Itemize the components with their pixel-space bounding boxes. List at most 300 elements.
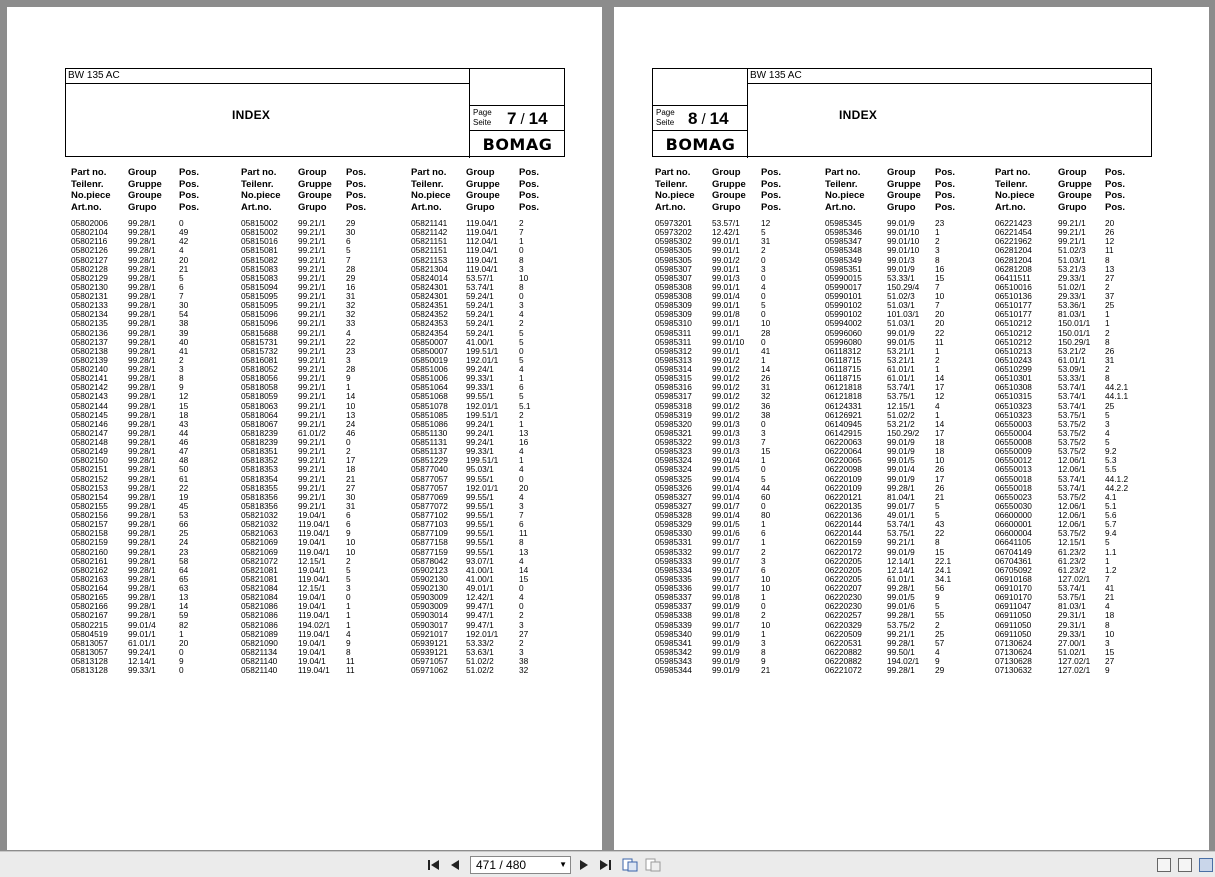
group-cell: 12.06/1 [1058, 455, 1086, 466]
part-number-cell: 05802145 [71, 409, 108, 420]
position-cell: 10 [346, 400, 356, 411]
position-cell: 7 [519, 227, 524, 238]
part-number-cell: 06510299 [995, 364, 1032, 374]
position-cell: 16 [519, 437, 529, 447]
group-cell: 99.28/1 [128, 437, 156, 447]
go-back-view-icon[interactable] [622, 857, 638, 873]
group-cell: 99.01/7 [712, 546, 740, 557]
position-cell: 38 [761, 409, 771, 420]
part-number-cell: 06510136 [995, 291, 1032, 301]
part-number-cell: 05985305 [655, 245, 692, 256]
part-number-cell: 05903014 [411, 610, 448, 621]
part-number-cell: 05802104 [71, 227, 108, 238]
part-number-cell: 06510323 [995, 409, 1032, 420]
position-cell: 16 [935, 263, 945, 274]
position-cell: 43 [179, 418, 189, 429]
group-cell: 99.01/3 [712, 437, 740, 447]
part-number-cell: 06220144 [825, 528, 862, 539]
group-cell: 99.55/1 [466, 510, 494, 520]
group-cell: 99.01/3 [712, 427, 740, 438]
position-cell: 44.1.2 [1105, 473, 1129, 484]
previous-page-icon[interactable] [449, 857, 461, 873]
part-number-cell: 05824301 [411, 291, 448, 301]
group-cell: 12.06/1 [1058, 500, 1086, 511]
part-number-cell: 05802157 [71, 519, 108, 530]
part-number-cell: 05921017 [411, 628, 448, 639]
group-cell: 99.21/1 [298, 218, 326, 228]
position-cell: 9 [179, 382, 184, 393]
part-number-cell: 06220109 [825, 482, 862, 493]
group-cell: 59.24/1 [466, 327, 494, 338]
part-number-cell: 05985343 [655, 656, 692, 666]
part-number-cell: 06550012 [995, 455, 1032, 466]
group-cell: 99.01/7 [712, 555, 740, 566]
group-cell: 99.01/9 [887, 446, 915, 457]
part-number-cell: 05802137 [71, 336, 108, 347]
page-number: 8 / 14 [688, 109, 729, 128]
part-number-cell: 05851086 [411, 418, 448, 429]
part-number-cell: 05996080 [825, 336, 862, 347]
part-number-cell: 05939121 [411, 637, 448, 648]
part-number-cell: 05802153 [71, 482, 108, 493]
group-cell: 99.28/1 [887, 583, 915, 593]
position-cell: 4 [179, 245, 184, 256]
position-cell: 1 [519, 418, 524, 429]
part-number-cell: 05815002 [241, 218, 278, 228]
position-cell: 1 [1105, 309, 1110, 320]
position-cell: 30 [346, 227, 356, 238]
position-cell: 5 [519, 327, 524, 338]
group-cell: 192.01/1 [466, 400, 499, 411]
group-cell: 99.21/1 [298, 500, 326, 511]
go-forward-view-icon[interactable] [645, 857, 661, 873]
group-cell: 99.01/1 [712, 318, 740, 329]
group-cell: 99.01/9 [712, 601, 740, 612]
group-cell: 61.01/1 [128, 637, 156, 648]
group-cell: 99.01/1 [712, 327, 740, 338]
group-cell: 99.47/1 [466, 619, 494, 630]
group-cell: 99.01/4 [712, 473, 740, 484]
position-cell: 10 [519, 272, 529, 283]
part-number-cell: 06220329 [825, 619, 862, 630]
position-cell: 0 [761, 254, 766, 265]
group-cell: 51.02/1 [1058, 646, 1086, 657]
position-cell: 0 [761, 309, 766, 320]
part-number-cell: 05802143 [71, 391, 108, 402]
group-cell: 99.21/1 [298, 382, 326, 393]
part-number-cell: 06220205 [825, 555, 862, 566]
column-header: Part no. Teilenr. No.piece Art.no. Group Gruppe Groupe Grupo Pos. Pos. Pos. Pos. [241, 167, 367, 213]
position-cell: 10 [761, 318, 771, 329]
group-cell: 99.01/2 [712, 409, 740, 420]
group-cell: 127.02/1 [1058, 656, 1091, 666]
group-cell: 51.02/1 [1058, 281, 1086, 292]
position-cell: 23 [179, 546, 189, 557]
next-page-icon[interactable] [578, 857, 590, 873]
group-cell: 61.01/1 [887, 373, 915, 384]
group-cell: 41.00/1 [466, 336, 494, 347]
part-number-cell: 05824352 [411, 309, 448, 320]
position-cell: 61 [179, 473, 189, 484]
group-cell: 119.04/1 [466, 218, 498, 228]
part-number-cell: 06220144 [825, 519, 862, 530]
part-number-cell: 06220882 [825, 656, 862, 666]
index-column-3 [995, 167, 1145, 675]
position-cell: 6 [519, 382, 524, 393]
part-number-cell: 05815081 [241, 245, 278, 256]
group-cell: 150.29/2 [887, 427, 920, 438]
group-cell: 53.21/2 [887, 418, 915, 429]
part-number-cell: 05985330 [655, 528, 692, 539]
position-cell: 33 [346, 318, 356, 329]
group-cell: 99.01/8 [712, 592, 740, 603]
part-number-cell: 05815096 [241, 318, 278, 329]
part-number-cell: 05985320 [655, 418, 692, 429]
group-cell: 99.01/2 [712, 373, 740, 384]
position-cell: 66 [179, 519, 189, 530]
part-number-cell: 06220509 [825, 628, 862, 639]
group-cell: 99.28/1 [128, 300, 156, 311]
position-cell: 6 [519, 519, 524, 530]
group-cell: 99.28/1 [128, 281, 156, 292]
position-cell: 4 [1105, 601, 1110, 612]
part-number-cell: 05818352 [241, 455, 278, 466]
group-cell: 192.01/1 [466, 482, 499, 493]
group-cell: 99.47/1 [466, 601, 494, 612]
position-cell: 10 [761, 583, 771, 593]
position-cell: 4 [519, 555, 524, 566]
part-number-cell: 06510315 [995, 391, 1032, 402]
part-number-cell: 06911050 [995, 619, 1032, 630]
position-cell: 55 [935, 610, 945, 621]
group-cell: 99.28/1 [128, 409, 156, 420]
part-number-cell: 06220172 [825, 546, 862, 557]
position-cell: 1 [519, 236, 524, 247]
group-cell: 99.01/3 [712, 446, 740, 457]
group-cell: 12.06/1 [1058, 519, 1086, 530]
part-number-cell: 05802152 [71, 473, 108, 484]
group-cell: 99.55/1 [466, 537, 494, 548]
position-cell: 5.5 [1105, 464, 1117, 475]
part-number-cell: 05802166 [71, 601, 108, 612]
position-cell: 1 [761, 592, 766, 603]
part-number-cell: 05851137 [411, 446, 448, 457]
position-cell: 1 [761, 354, 766, 365]
position-cell: 0 [761, 272, 766, 283]
group-cell: 99.28/1 [128, 364, 156, 374]
part-number-cell: 05821084 [241, 592, 278, 603]
part-number-cell: 05818239 [241, 427, 278, 438]
group-cell: 99.21/1 [298, 236, 326, 247]
part-number-cell: 05985340 [655, 628, 692, 639]
table-row [71, 666, 219, 675]
position-cell: 36 [761, 400, 771, 411]
group-cell: 99.01/6 [712, 528, 740, 539]
group-cell: 99.24/1 [466, 437, 494, 447]
single-page-view-icon[interactable] [1157, 858, 1171, 872]
part-number-cell: 06281204 [995, 245, 1032, 256]
group-cell: 119.04/1 [466, 254, 498, 265]
part-number-cell: 05851085 [411, 409, 448, 420]
position-cell: 10 [761, 573, 771, 584]
position-cell: 2 [1105, 364, 1110, 374]
part-number-cell: 06550023 [995, 491, 1032, 502]
part-number-cell: 05821151 [411, 245, 448, 256]
part-number-cell: 05877069 [411, 491, 448, 502]
group-cell: 99.21/1 [298, 473, 326, 484]
group-cell: 99.28/1 [128, 263, 156, 274]
position-cell: 0 [179, 646, 184, 657]
group-cell: 119.04/1 [298, 573, 330, 584]
position-cell: 0 [519, 291, 524, 301]
group-cell: 199.51/1 [466, 455, 499, 466]
position-cell: 5.1 [1105, 500, 1117, 511]
position-cell: 12 [179, 391, 189, 402]
group-cell: 99.01/7 [712, 500, 740, 511]
position-cell: 2 [519, 637, 524, 648]
part-number-cell: 06550008 [995, 437, 1032, 447]
part-number-cell: 05815095 [241, 291, 278, 301]
position-cell: 41 [179, 345, 189, 356]
position-cell: 5 [1105, 409, 1110, 420]
part-number-cell: 05985345 [825, 218, 862, 228]
part-number-cell: 06600004 [995, 528, 1032, 539]
position-cell: 9 [1105, 665, 1110, 676]
first-page-icon[interactable] [427, 857, 441, 873]
continuous-view-icon[interactable] [1178, 858, 1192, 872]
position-cell: 1 [346, 601, 351, 612]
group-cell: 99.33/1 [466, 446, 494, 457]
part-number-cell: 06910170 [995, 583, 1032, 593]
position-cell: 25 [935, 628, 945, 639]
group-cell: 99.21/1 [298, 437, 326, 447]
position-cell: 63 [179, 583, 189, 593]
part-number-cell: 05903009 [411, 592, 448, 603]
part-number-cell: 06142915 [825, 427, 862, 438]
last-page-icon[interactable] [598, 857, 612, 873]
position-cell: 21 [1105, 592, 1115, 603]
position-cell: 23 [935, 218, 945, 228]
position-cell: 2 [519, 218, 524, 228]
part-number-cell: 05877103 [411, 519, 448, 530]
part-number-cell: 05815082 [241, 254, 278, 265]
position-cell: 1 [346, 382, 351, 393]
position-cell: 27 [1105, 272, 1115, 283]
group-cell: 99.28/1 [128, 427, 156, 438]
position-cell: 5 [519, 354, 524, 365]
table-row [655, 666, 801, 675]
group-cell: 99.01/4 [712, 510, 740, 520]
part-number-cell: 05902130 [411, 583, 448, 593]
part-number-cell: 05821069 [241, 537, 278, 548]
group-cell: 99.01/2 [712, 400, 740, 411]
part-number-cell: 06220063 [825, 437, 862, 447]
group-cell: 51.03/1 [887, 318, 915, 329]
facing-pages-view-icon[interactable] [1199, 858, 1213, 872]
part-number-cell: 06510016 [995, 281, 1032, 292]
position-cell: 0 [519, 473, 524, 484]
group-cell: 99.01/10 [887, 236, 920, 247]
pdf-page-left [7, 7, 602, 850]
group-cell: 53.75/2 [1058, 427, 1086, 438]
part-number-cell: 05813057 [71, 646, 108, 657]
position-cell: 82 [179, 619, 189, 630]
group-cell: 12.15/1 [298, 555, 326, 566]
position-cell: 2 [179, 354, 184, 365]
position-cell: 11 [346, 665, 355, 676]
group-cell: 150.29/1 [1058, 336, 1091, 347]
position-cell: 8 [179, 373, 184, 384]
part-number-cell: 05985325 [655, 473, 692, 484]
position-cell: 6 [346, 510, 351, 520]
position-cell: 1 [761, 519, 766, 530]
position-cell: 10 [346, 537, 356, 548]
part-number-cell: 07130624 [995, 646, 1032, 657]
group-cell: 53.21/3 [1058, 263, 1086, 274]
part-number-cell: 06510212 [995, 327, 1032, 338]
position-cell: 4 [935, 400, 940, 411]
position-cell: 37 [1105, 291, 1115, 301]
part-number-cell: 05815095 [241, 300, 278, 311]
position-cell: 6 [761, 564, 766, 575]
part-number-cell: 06220205 [825, 573, 862, 584]
position-cell: 3 [519, 646, 524, 657]
group-cell: 99.21/1 [298, 409, 326, 420]
part-number-cell: 05802161 [71, 555, 108, 566]
position-cell: 2 [519, 318, 524, 329]
group-cell: 51.02/2 [466, 665, 494, 676]
position-cell: 30 [179, 300, 189, 311]
group-cell: 99.28/1 [128, 455, 156, 466]
part-number-cell: 05818058 [241, 382, 278, 393]
group-cell: 93.07/1 [466, 555, 494, 566]
position-cell: 7 [761, 437, 766, 447]
position-cell: 32 [346, 309, 356, 320]
part-number-cell: 05802149 [71, 446, 108, 457]
position-cell: 49 [179, 227, 189, 238]
position-cell: 2 [519, 610, 524, 621]
part-number-cell: 05802142 [71, 382, 108, 393]
group-cell: 99.55/1 [466, 546, 494, 557]
position-cell: 8 [935, 254, 940, 265]
part-number-cell: 05902130 [411, 573, 448, 584]
position-cell: 13 [346, 409, 356, 420]
part-number-cell: 05821086 [241, 610, 278, 621]
part-number-cell: 06704149 [995, 546, 1032, 557]
part-number-cell: 05818059 [241, 391, 278, 402]
position-cell: 4 [519, 592, 524, 603]
group-cell: 99.01/4 [712, 291, 740, 301]
part-number-cell: 06220121 [825, 491, 862, 502]
position-cell: 44.2.1 [1105, 382, 1129, 393]
part-number-cell: 05985315 [655, 373, 692, 384]
group-cell: 59.24/1 [466, 291, 494, 301]
part-number-cell: 05802138 [71, 345, 108, 356]
group-cell: 99.28/1 [128, 272, 156, 283]
position-cell: 1 [346, 610, 351, 621]
group-cell: 99.28/1 [128, 510, 156, 520]
position-cell: 32 [761, 391, 771, 402]
group-cell: 99.01/3 [887, 254, 915, 265]
position-cell: 1 [761, 455, 766, 466]
part-number-cell: 05973202 [655, 227, 692, 238]
group-cell: 99.55/1 [466, 528, 494, 539]
group-cell: 127.02/1 [1058, 573, 1091, 584]
part-number-cell: 05985323 [655, 446, 692, 457]
part-number-cell: 06121818 [825, 382, 862, 393]
position-cell: 22 [179, 482, 189, 493]
position-cell: 38 [519, 656, 529, 666]
part-number-cell: 05985351 [825, 263, 862, 274]
group-cell: 99.55/1 [466, 491, 494, 502]
part-number-cell: 05996060 [825, 327, 862, 338]
group-cell: 99.24/1 [466, 364, 494, 374]
group-cell: 95.03/1 [466, 464, 494, 475]
part-number-cell: 05990102 [825, 309, 862, 320]
group-cell: 27.00/1 [1058, 637, 1086, 648]
position-cell: 1 [761, 537, 766, 548]
position-cell: 7 [935, 300, 940, 311]
group-cell: 99.55/1 [466, 519, 494, 530]
page-number-cell: Page Seite 7 / 14 [473, 108, 548, 128]
group-cell: 99.01/2 [712, 391, 740, 402]
group-cell: 53.75/1 [1058, 409, 1086, 420]
position-cell: 10 [935, 291, 945, 301]
position-cell: 8 [1105, 254, 1110, 265]
position-cell: 26 [935, 482, 945, 493]
position-cell: 3 [761, 555, 766, 566]
group-cell: 99.33/1 [466, 373, 494, 384]
page-number-select[interactable]: 471 / 480 ▼ [470, 856, 571, 874]
part-number-cell: 06510308 [995, 382, 1032, 393]
position-cell: 8 [519, 537, 524, 548]
part-number-cell: 05971062 [411, 665, 448, 676]
part-number-cell: 05851006 [411, 373, 448, 384]
part-number-cell: 05985337 [655, 601, 692, 612]
group-cell: 119.04/1 [298, 519, 330, 530]
group-cell: 99.01/4 [887, 464, 915, 475]
group-cell: 99.28/1 [128, 218, 156, 228]
position-cell: 2 [519, 409, 524, 420]
part-number-cell: 05802155 [71, 500, 108, 511]
group-cell: 81.03/1 [1058, 309, 1086, 320]
position-cell: 8 [519, 254, 524, 265]
group-cell: 99.21/1 [298, 400, 326, 411]
part-number-cell: 05815094 [241, 281, 278, 292]
position-cell: 1 [935, 345, 940, 356]
position-cell: 20 [935, 318, 945, 329]
part-number-cell: 06910170 [995, 592, 1032, 603]
group-cell: 99.21/1 [298, 254, 326, 265]
part-number-cell: 05851006 [411, 364, 448, 374]
column-header: Part no. Teilenr. No.piece Art.no. Group Gruppe Groupe Grupo Pos. Pos. Pos. Pos. [411, 167, 540, 213]
position-cell: 24.1 [935, 564, 952, 575]
group-cell: 99.21/1 [298, 309, 326, 320]
position-cell: 3 [346, 354, 351, 365]
group-cell: 53.57/1 [712, 218, 740, 228]
part-number-cell: 05877102 [411, 510, 448, 520]
group-cell: 29.31/1 [1058, 610, 1086, 621]
part-number-cell: 05816081 [241, 354, 278, 365]
part-number-cell: 05939121 [411, 646, 448, 657]
group-cell: 192.01/1 [466, 628, 499, 639]
part-number-cell: 05802139 [71, 354, 108, 365]
position-cell: 80 [761, 510, 771, 520]
position-cell: 8 [1105, 336, 1110, 347]
position-cell: 1 [519, 373, 524, 384]
group-cell: 99.28/1 [128, 309, 156, 320]
group-cell: 199.51/1 [466, 345, 499, 356]
